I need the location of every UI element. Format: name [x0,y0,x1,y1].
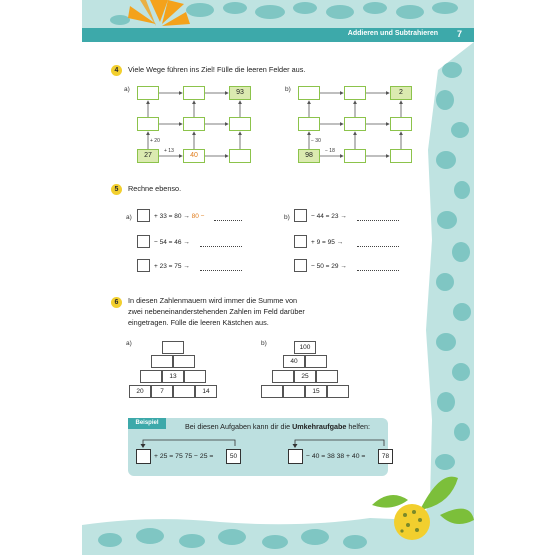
equation: + 9 = 95 → [311,239,344,246]
page-number: 7 [456,29,462,39]
wall-brick-given: 20 [129,385,151,398]
equation: − 50 = 29 → [311,263,347,270]
example-equation-left: + 25 = 75 75 − 25 = [154,453,214,460]
grid-cell-example: 40 [183,149,205,163]
task-4-number: 4 [111,65,122,76]
wall-brick-given: 100 [294,341,316,354]
wall-brick-given: 15 [305,385,327,398]
example-equation-right: − 40 = 38 38 + 40 = [306,453,366,460]
wall-brick-given: 13 [162,370,184,383]
task-5b-label: b) [284,214,290,221]
right-operation: − 18 [325,148,335,154]
task-6a-label: a) [126,340,132,347]
right-operation: + 13 [164,148,174,154]
wall-brick-given: 40 [283,355,305,368]
task-6b-label: b) [261,340,267,347]
task-5-number: 5 [111,184,122,195]
example-answer-box [288,449,303,464]
example-result-right: 78 [378,449,393,464]
equation: − 44 = 23 → [311,213,347,220]
task-5-instruction: Rechne ebenso. [128,184,182,193]
task-5a-label: a) [126,214,132,221]
task-4a-label: a) [124,86,130,93]
wall-brick-given: 7 [151,385,173,398]
example-text: Bei diesen Aufgaben kann dir die Umkehraufgabe helfen: [185,422,370,431]
grid-cell-start: 98 [298,149,320,163]
example-result-left: 50 [226,449,241,464]
grid-cell-target: 93 [229,86,251,100]
task-6-line-1: In diesen Zahlenmauern wird immer die Summe von [128,296,298,305]
up-operation: − 30 [311,138,321,144]
equation: + 23 = 75 → [154,263,190,270]
equation: − 54 = 46 → [154,239,190,246]
example-answer-box [136,449,151,464]
task-6-line-2: zwei nebeneinanderstehenden Zahlen im Feld darüber [128,307,305,316]
grid-cell-start: 27 [137,149,159,163]
task-4-instruction: Viele Wege führen ins Ziel! Fülle die leeren Felder aus. [128,65,306,74]
up-operation: + 20 [150,138,160,144]
task-4b-label: b) [285,86,291,93]
task-6-line-3: eingetragen. Fülle die leeren Kästchen aus. [128,318,269,327]
equation: + 33 = 80 → 80 − [154,213,205,220]
example-tag: Beispiel [128,418,166,429]
chapter-title: Addieren und Subtrahieren [347,30,438,37]
grid-cell-target: 2 [390,86,412,100]
wall-brick-given: 14 [195,385,217,398]
wall-brick-given: 25 [294,370,316,383]
task-6-number: 6 [111,297,122,308]
